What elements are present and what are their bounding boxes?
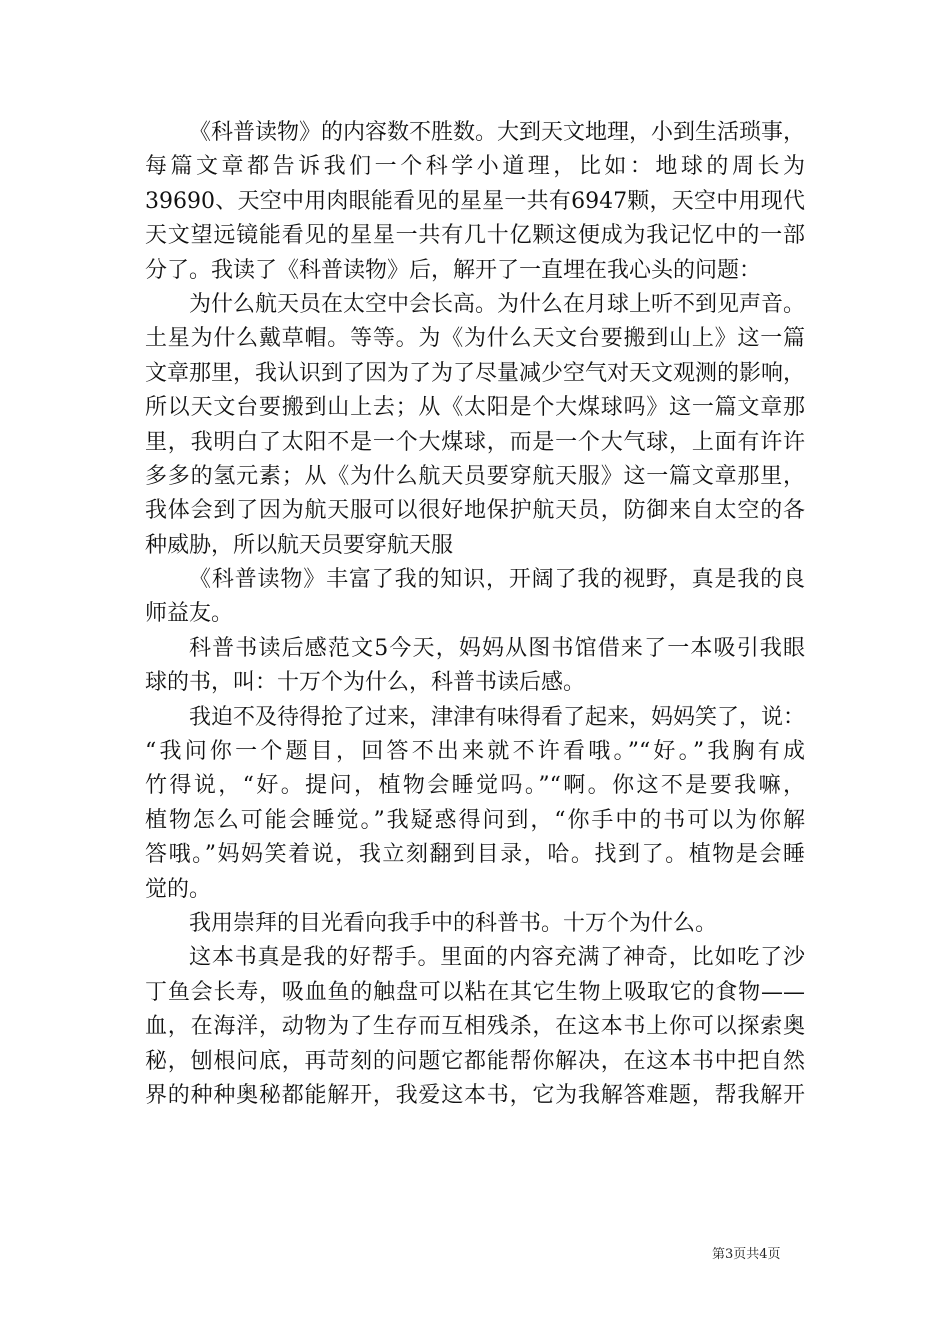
text-line: 答哦。”妈妈笑着说，我立刻翻到目录，哈。找到了。植物是会睡: [145, 842, 805, 868]
text-line: 植物怎么可能会睡觉。”我疑惑得问到，“你手中的书可以为你解: [145, 807, 805, 833]
text-line: 师益友。: [145, 601, 234, 627]
text-line: 文章那里，我认识到了因为了为了尽量减少空气对天文观测的影响，: [145, 360, 806, 386]
text-line: 竹得说，“好。提问，植物会睡觉吗。”“啊。你这不是要我嘛，: [145, 773, 805, 799]
text-line: 界的种种奥秘都能解开，我爱这本书，它为我解答难题，帮我解开: [145, 1082, 805, 1108]
text-line: 这本书真是我的好帮手。里面的内容充满了神奇，比如吃了沙: [189, 945, 805, 971]
text-line: 种威胁，所以航天员要穿航天服: [145, 532, 454, 558]
text-line: 我体会到了因为航天服可以很好地保护航天员，防御来自太空的各: [145, 498, 805, 524]
text-line: 丁鱼会长寿，吸血鱼的触盘可以粘在其它生物上吸取它的食物——: [145, 979, 805, 1005]
text-line: 分了。我读了《科普读物》后，解开了一直埋在我心头的问题：: [145, 257, 762, 283]
text-line: 血，在海洋，动物为了生存而互相残杀，在这本书上你可以探索奥: [145, 1014, 805, 1040]
text-line: 土星为什么戴草帽。等等。为《为什么天文台要搬到山上》这一篇: [145, 326, 805, 352]
text-line: 觉的。: [145, 876, 212, 902]
text-line: 多多的氢元素；从《为什么航天员要穿航天服》这一篇文章那里，: [145, 463, 805, 489]
text-line: 我迫不及待得抢了过来，津津有味得看了起来，妈妈笑了，说：: [189, 704, 806, 730]
text-line: 里，我明白了太阳不是一个大煤球，而是一个大气球，上面有许许: [145, 429, 805, 455]
document-body: [145, 116, 805, 1113]
text-line: 所以天文台要搬到山上去；从《太阳是个大煤球吗》这一篇文章那: [145, 395, 805, 421]
text-line: “我问你一个题目，回答不出来就不许看哦。”“好。”我胸有成: [145, 739, 805, 765]
text-line: 我用崇拜的目光看向我手中的科普书。十万个为什么。: [189, 910, 718, 936]
page-number: 第3页共4页: [712, 1247, 781, 1262]
text-line: 每篇文章都告诉我们一个科学小道理，比如：地球的周长为: [145, 154, 805, 180]
text-line: 为什么航天员在太空中会长高。为什么在月球上听不到见声音。: [189, 291, 806, 317]
text-line: 秘，刨根问底，再苛刻的问题它都能帮你解决，在这本书中把自然: [145, 1048, 805, 1074]
text-line: 天文望远镜能看见的星星一共有几十亿颗这便成为我记忆中的一部: [145, 223, 805, 249]
text-line: 《科普读物》丰富了我的知识，开阔了我的视野，真是我的良: [189, 567, 805, 593]
text-line: 科普书读后感范文5今天，妈妈从图书馆借来了一本吸引我眼: [189, 635, 805, 661]
text-line: 《科普读物》的内容数不胜数。大到天文地理，小到生活琐事，: [189, 120, 806, 145]
text-line: 39690、天空中用肉眼能看见的星星一共有6947颗，天空中用现代: [145, 188, 805, 214]
text-line: 球的书，叫：十万个为什么，科普书读后感。: [145, 670, 586, 696]
